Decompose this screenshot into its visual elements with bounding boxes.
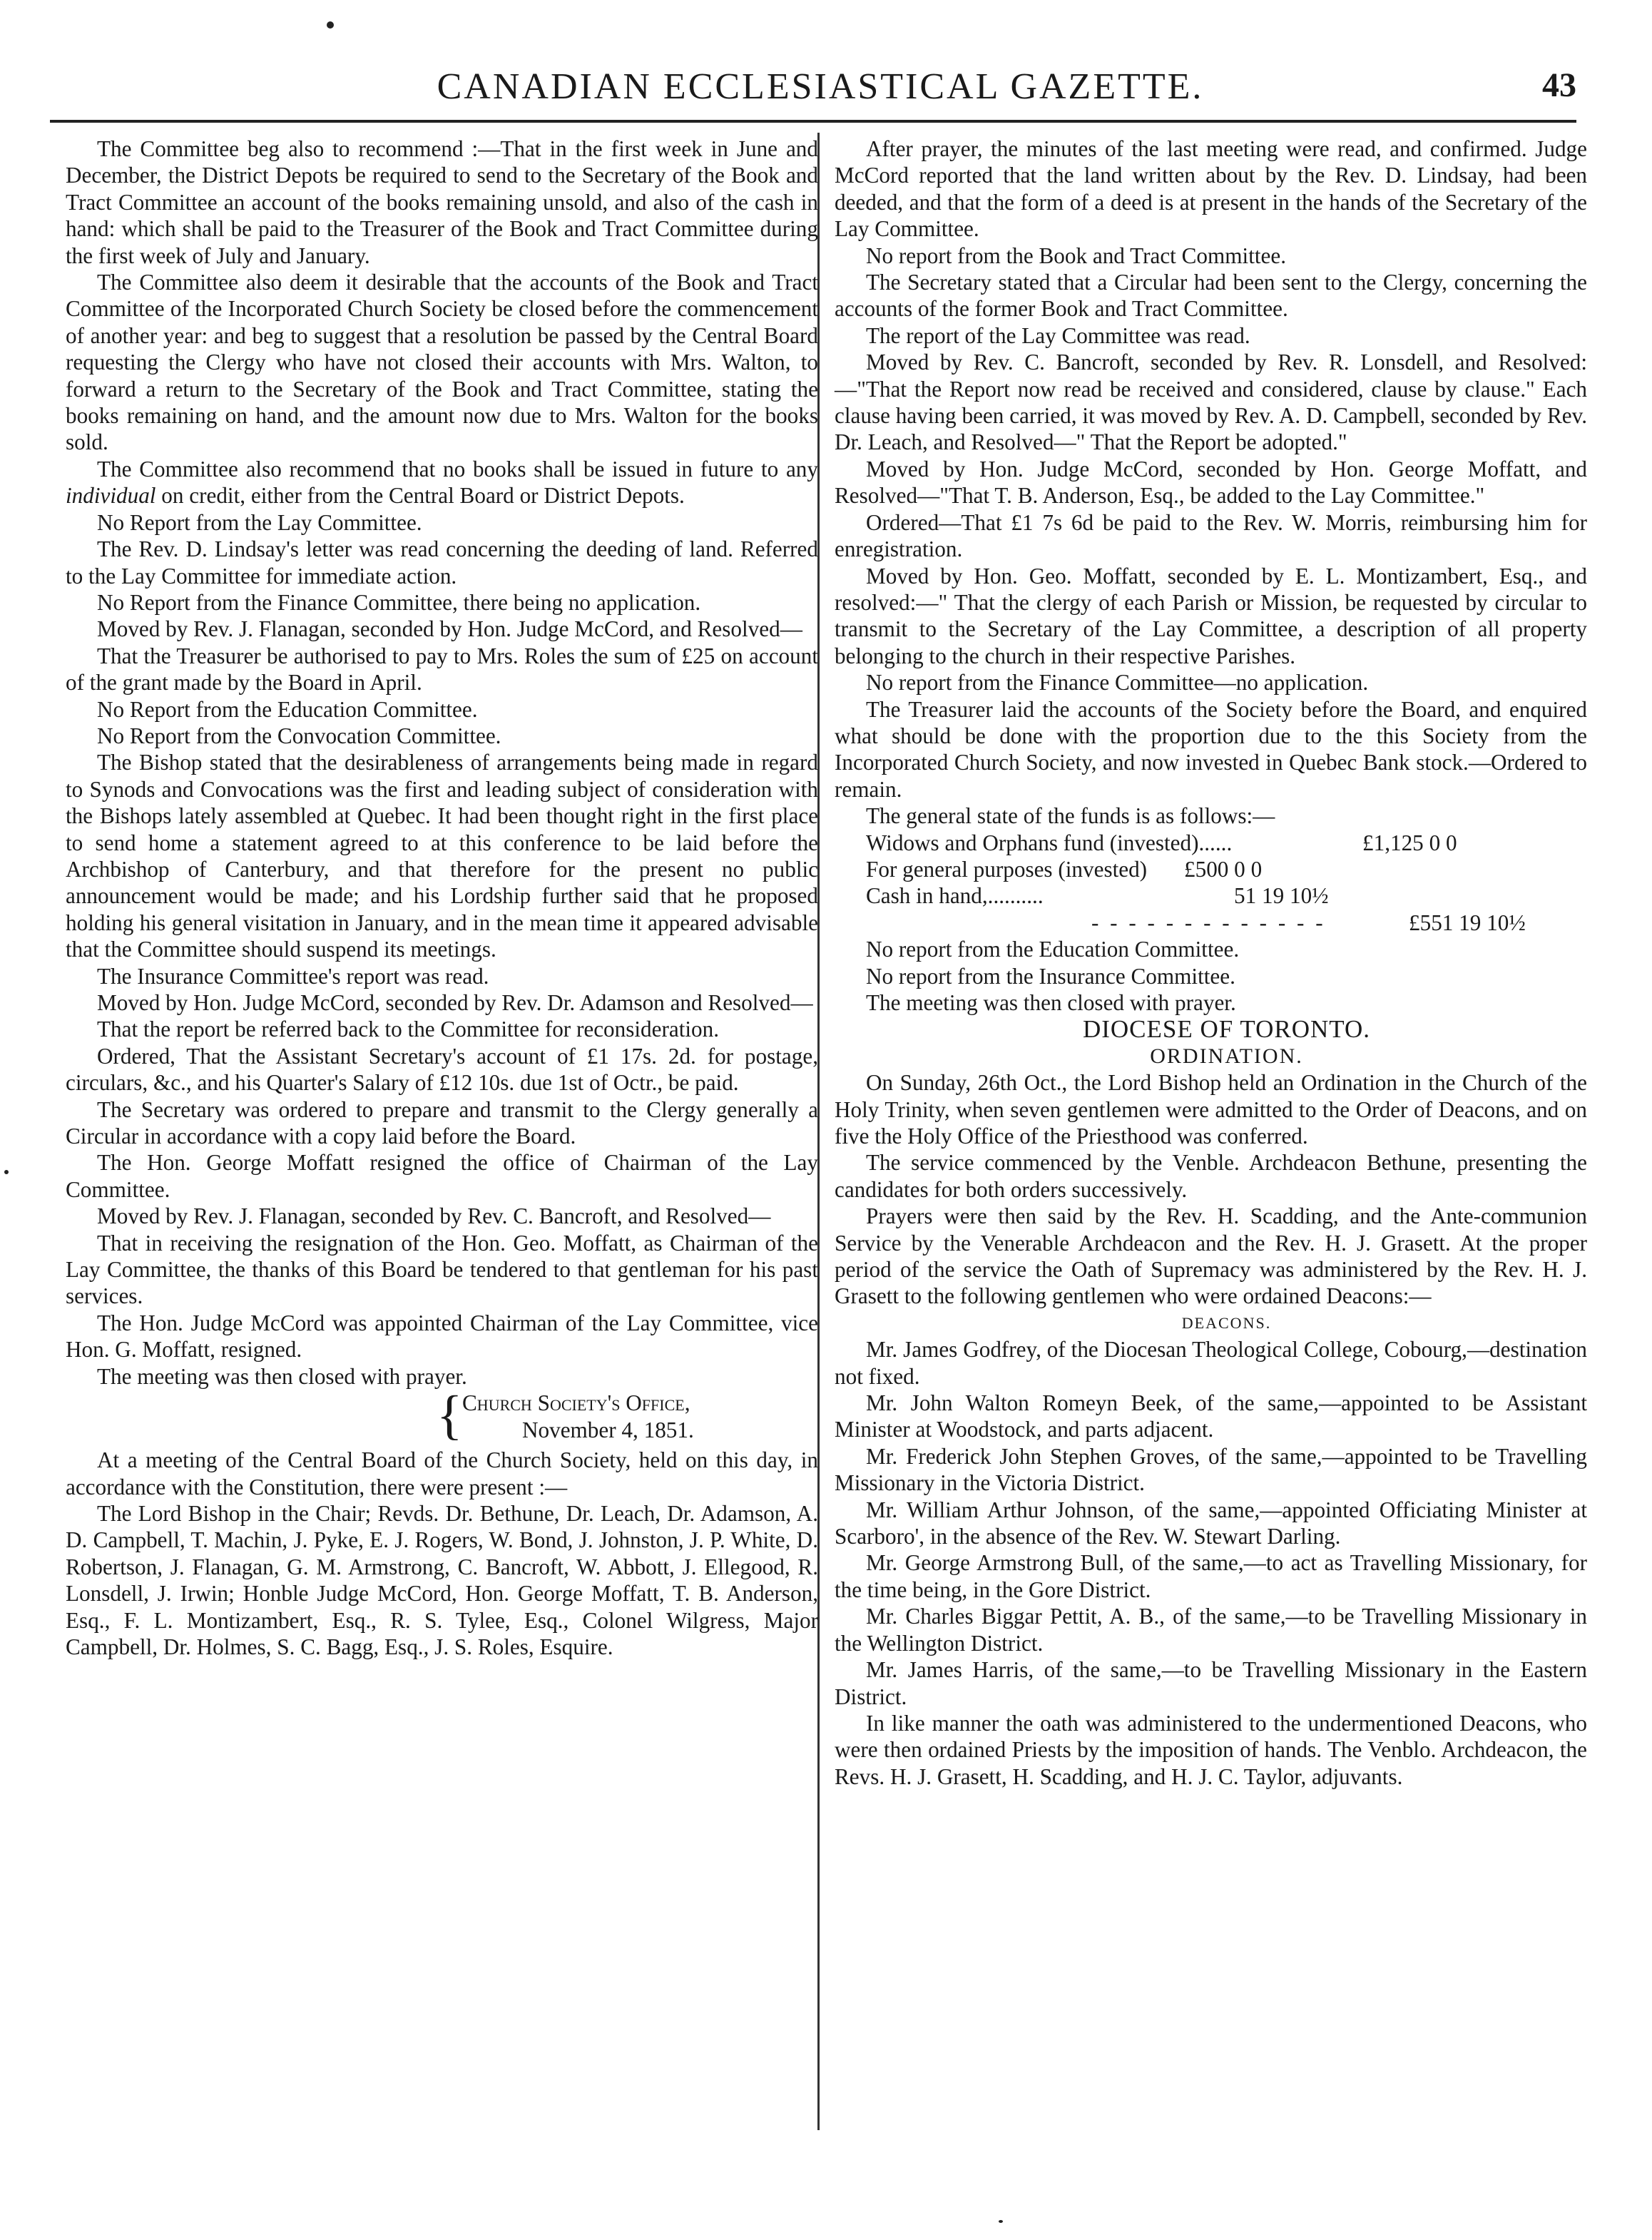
paragraph: No report from the Finance Committee—no application. xyxy=(866,670,1369,696)
ordination-heading: ORDINATION. xyxy=(1150,1044,1303,1068)
paragraph: The service commenced by the Venble. Archdeacon Bethune, presenting the candidates for both orders successively. xyxy=(835,1150,1587,1202)
paragraph: That the report be referred back to the Committee for reconsideration. xyxy=(97,1017,720,1042)
paragraph: No Report from the Lay Committee. xyxy=(97,509,422,535)
paragraph: Mr. George Armstrong Bull, of the same,—to act as Travelling Missionary, for the time being, in the Gore District. xyxy=(835,1550,1587,1602)
paragraph: The Hon. George Moffatt resigned the office of Chairman of the Lay Committee. xyxy=(66,1150,818,1202)
deacons-heading: DEACONS. xyxy=(1181,1313,1272,1332)
paragraph: No report from the Book and Tract Committee. xyxy=(866,243,1287,268)
paragraph: Mr. Frederick John Stephen Groves, of the same,—appointed to be Travelling Missionary in the Victoria District. xyxy=(835,1443,1587,1496)
paragraph: That the Treasurer be authorised to pay to Mrs. Roles the sum of £25 on account of the grant made by the Board in April. xyxy=(66,643,818,696)
paragraph: The meeting was then closed with prayer. xyxy=(866,989,1236,1015)
right-column xyxy=(835,136,1587,1790)
paragraph: The Lord Bishop in the Chair; Revds. Dr. Bethune, Dr. Leach, Dr. Adamson, A. D. Campbell, T. Machin, J. Pyke, E. J. Rogers, W. Bond, J. Johnston, J. P. White, D. Robertson, J. Flanagan, G. M. Armstrong, C. Bancroft, W. Abbott, J. Ellegood, R. Lonsdell, J. Irwin; Honble Judge McCord, Hon. George Moffatt, T. B. Anderson, Esq., F. L. Montizambert, Esq., R. S. Tylee, Esq., Colonel Wilgress, Major Campbell, Dr. Holmes, S. C. Bagg, Esq., J. S. Roles, Esquire. xyxy=(66,1500,818,1659)
page-number: 43 xyxy=(1542,66,1576,104)
paragraph: The general state of the funds is as follows:— xyxy=(866,803,1275,829)
paragraph: Moved by Hon. Judge McCord, seconded by Hon. George Moffatt, and Resolved—"That T. B. Anderson, Esq., be added to the Lay Committee." xyxy=(835,456,1587,509)
paragraph: Moved by Rev. C. Bancroft, seconded by Rev. R. Lonsdell, and Resolved:—"That the Report now read be received and considered, clause by clause." Each clause having been carried, it was moved by Rev. A. D. Campbell, seconded by Rev. Dr. Leach, and Resolved—" That the Report be adopted." xyxy=(835,350,1587,455)
funds-amount: £1,125 0 0 xyxy=(1362,830,1457,855)
header-rule xyxy=(50,120,1576,123)
paragraph: The Rev. D. Lindsay's letter was read concerning the deeding of land. Referred to the Lay Committee for immediate action. xyxy=(66,536,818,589)
paragraph: Prayers were then said by the Rev. H. Scadding, and the Ante-communion Service by the Venerable Archdeacon and the Rev. H. J. Grasett. At the proper period of the service the Oath of Supremacy was administered by the Rev. H. J. Grasett to the following gentlemen who were ordained Deacons:— xyxy=(835,1203,1587,1309)
office-name: Church Society's Office, xyxy=(462,1390,690,1416)
paragraph: Moved by Rev. J. Flanagan, seconded by Hon. Judge McCord, and Resolved— xyxy=(97,616,802,642)
paragraph: No Report from the Education Committee. xyxy=(97,696,478,722)
paragraph: The Hon. Judge McCord was appointed Chairman of the Lay Committee, vice Hon. G. Moffatt, resigned. xyxy=(66,1310,818,1363)
funds-total-row xyxy=(835,910,1587,936)
paragraph: The Committee also deem it desirable that the accounts of the Book and Tract Committee of the Incorporated Church Society be closed before the commencement of another year: and beg to suggest that a resolution be passed by the Central Board requesting the Clergy who have not closed their accounts with Mrs. Walton, to forward a return to the Secretary of the Book and Tract Committee, stating the books remaining on hand, and the amount now due to Mrs. Walton for the books sold. xyxy=(66,270,818,455)
paragraph: Mr. Charles Biggar Pettit, A. B., of the same,—to be Travelling Missionary in the Wellington District. xyxy=(835,1604,1587,1656)
funds-label: Cash in hand,.......... xyxy=(866,883,1044,909)
paragraph: Mr. John Walton Romeyn Beek, of the same,—appointed to be Assistant Minister at Woodstock, and parts adjacent. xyxy=(835,1390,1587,1442)
funds-row xyxy=(835,882,1587,909)
paragraph: The Insurance Committee's report was read. xyxy=(97,963,489,989)
funds-row xyxy=(835,830,1587,856)
page-header xyxy=(64,63,1576,113)
paragraph: No report from the Insurance Committee. xyxy=(866,963,1235,989)
paragraph: The Secretary stated that a Circular had been sent to the Clergy, concerning the accounts of the former Book and Tract Committee. xyxy=(835,270,1587,322)
office-dateline xyxy=(66,1385,818,1447)
paragraph: The meeting was then closed with prayer. xyxy=(97,1363,467,1389)
office-date: November 4, 1851. xyxy=(522,1417,694,1443)
ink-speck xyxy=(999,2220,1003,2223)
paragraph: The report of the Lay Committee was read. xyxy=(866,322,1250,348)
paragraph: That in receiving the resignation of the Hon. Geo. Moffatt, as Chairman of the Lay Committee, the thanks of this Board be tendered to that gentleman for his past services. xyxy=(66,1230,818,1309)
paragraph: Moved by Hon. Geo. Moffatt, seconded by E. L. Montizambert, Esq., and resolved:—" That the clergy of each Parish or Mission, be requested by circular to transmit to the Secretary of the Lay Committee, a description of all property belonging to the church in their respective Parishes. xyxy=(835,563,1587,668)
paragraph: Moved by Rev. J. Flanagan, seconded by Rev. C. Bancroft, and Resolved— xyxy=(97,1203,771,1229)
paragraph: On Sunday, 26th Oct., the Lord Bishop held an Ordination in the Church of the Holy Trinity, when seven gentlemen were admitted to the Order of Deacons, and on five the Holy Office of the Priesthood was conferred. xyxy=(835,1070,1587,1149)
diocese-heading: DIOCESE OF TORONTO. xyxy=(1082,1015,1371,1044)
paragraph: Ordered, That the Assistant Secretary's account of £1 17s. 2d. for postage, circulars, &c., and his Quarter's Salary of £12 10s. due 1st of Octr., be paid. xyxy=(66,1043,818,1096)
paragraph: The Secretary was ordered to prepare and transmit to the Clergy generally a Circular in accordance with a copy laid before the Board. xyxy=(66,1096,818,1149)
publication-title: CANADIAN ECCLESIASTICAL GAZETTE. xyxy=(437,66,1204,107)
paragraph: Moved by Hon. Judge McCord, seconded by Rev. Dr. Adamson and Resolved— xyxy=(97,990,813,1015)
paragraph: Ordered—That £1 7s 6d be paid to the Rev. W. Morris, reimbursing him for enregistration. xyxy=(835,509,1587,562)
paragraph: No Report from the Finance Committee, there being no application. xyxy=(97,589,701,615)
dashed-leader: - - - - - - - - - - - - - xyxy=(1091,910,1326,935)
paragraph: The Committee also recommend that no books shall be issued in future to any individual on credit, either from the Central Board or District Depots. xyxy=(66,456,818,509)
left-column xyxy=(66,136,818,1660)
paragraph: Mr. James Godfrey, of the Diocesan Theological College, Cobourg,—destination not fixed. xyxy=(835,1337,1587,1389)
paragraph: In like manner the oath was administered to the undermentioned Deacons, who were then ordained Priests by the imposition of hands. The Venblo. Archdeacon, the Revs. H. J. Grasett, H. Scadding, and H. J. C. Taylor, adjuvants. xyxy=(835,1710,1587,1789)
emphasis: individual xyxy=(66,483,156,509)
funds-row xyxy=(835,856,1587,882)
paragraph: No Report from the Convocation Committee. xyxy=(97,723,501,748)
paragraph: The Committee beg also to recommend :—That in the first week in June and December, the District Depots be required to send to the Secretary of the Book and Tract Committee an account of the books remaining unsold, and also of the cash in hand: which shall be paid to the Treasurer of the Book and Tract Committee during the first week of July and January. xyxy=(66,136,818,268)
brace-glyph: { xyxy=(437,1385,463,1446)
paragraph: After prayer, the minutes of the last meeting were read, and confirmed. Judge McCord reported that the land written about by the Rev. D. Lindsay, had been deeded, and that the form of a deed is at present in the hands of the Secretary of the Lay Committee. xyxy=(835,136,1587,242)
ink-speck xyxy=(327,21,334,29)
funds-label: For general purposes (invested) xyxy=(866,856,1148,882)
funds-amount: 51 19 10½ xyxy=(1234,883,1329,909)
paragraph: The Treasurer laid the accounts of the Society before the Board, and enquired what should be done with the proportion due to the this Society from the Incorporated Church Society, and now invested in Quebec Bank stock.—Ordered to remain. xyxy=(835,696,1587,802)
paragraph: At a meeting of the Central Board of the Church Society, held on this day, in accordance with the Constitution, there were present :— xyxy=(66,1447,818,1500)
funds-amount: £500 0 0 xyxy=(1184,856,1263,882)
paragraph: The Bishop stated that the desirableness of arrangements being made in regard to Synods and Convocations was the first and leading subject of consideration with the Bishops lately assembled at Quebec. It had been thought right in the first place to send home a statement agreed to at this conference to be laid before the Archbishop of Canterbury, and that therefore for the present no public announcement would be made; and his Lordship further said that he proposed holding his general visitation in January, and in the mean time it appeared advisable that the Committee should suspend its meetings. xyxy=(66,750,818,962)
ink-speck xyxy=(4,1170,9,1174)
funds-total: £551 19 10½ xyxy=(1409,910,1526,935)
paragraph: No report from the Education Committee. xyxy=(866,937,1240,962)
paragraph: Mr. James Harris, of the same,—to be Travelling Missionary in the Eastern District. xyxy=(835,1657,1587,1709)
paragraph: Mr. William Arthur Johnson, of the same,—appointed Officiating Minister at Scarboro', in the absence of the Rev. W. Stewart Darling. xyxy=(835,1497,1587,1549)
funds-label: Widows and Orphans fund (invested)...... xyxy=(866,830,1233,855)
funds-table xyxy=(835,830,1587,937)
